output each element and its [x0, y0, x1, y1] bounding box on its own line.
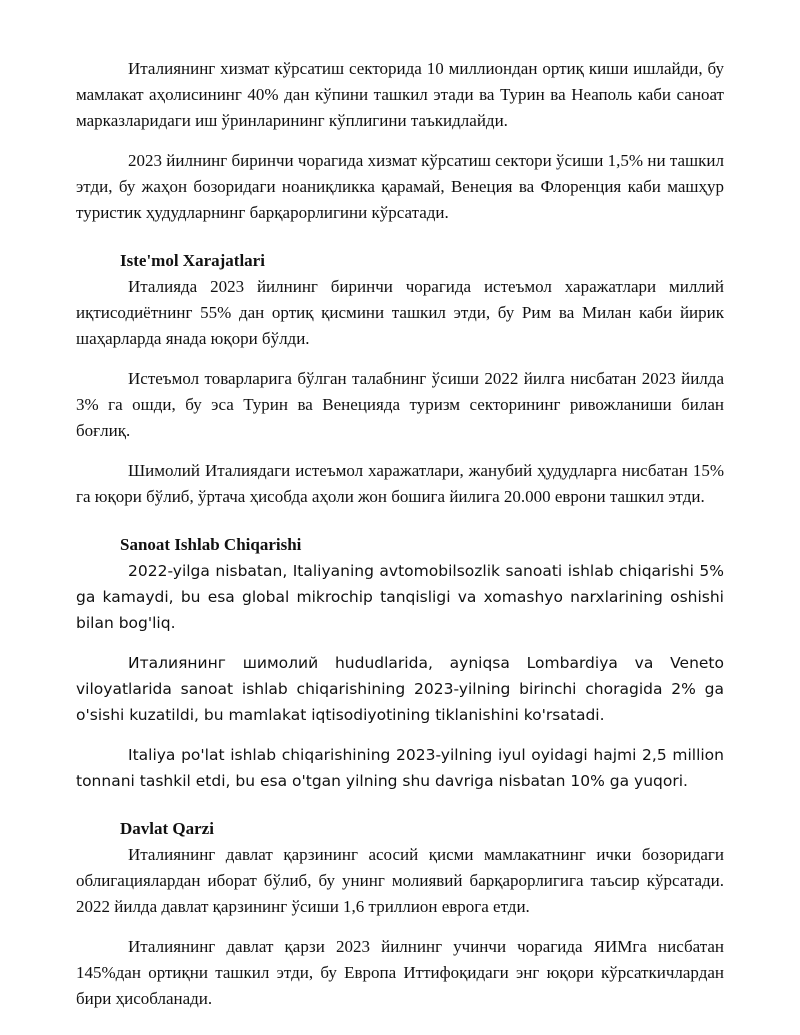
paragraph: Italiya po'lat ishlab chiqarishining 2023-yilning iyul oyidagi hajmi 2,5 million tonnani tashkil etdi, bu esa o'tgan yilning shu davriga nisbatan 10% ga yuqori. [76, 746, 724, 790]
paragraph: Италиянинг давлат қарзи 2023 йилнинг учинчи чорагида ЯИМга нисбатан 145%дан ортиқни ташкил этди, бу Европа Иттифоқидаги энг юқори кўрсаткичлардан бири ҳисобланади. [76, 937, 724, 1008]
section-industrial-production [76, 532, 724, 794]
paragraph: Италиянинг хизмат кўрсатиш секторида 10 миллиондан ортиқ киши ишлайди, бу мамлакат аҳолисининг 40% дан кўпини ташкил этади ва Турин ва Неаполь каби саноат марказларидаги иш ўринларининг кўплигини таъкидлайди. [76, 59, 724, 130]
paragraph: Шимолий Италиядаги истеъмол харажатлари, жанубий ҳудудларга нисбатан 15% га юқори бўлиб, ўртача ҳисобда аҳоли жон бошига йилига 20.000 еврони ташкил этди. [76, 461, 724, 506]
paragraph: 2023 йилнинг биринчи чорагида хизмат кўрсатиш сектори ўсиши 1,5% ни ташкил этди, бу жаҳон бозоридаги ноаниқликка қарамай, Венеция ва Флоренция каби машҳур туристик ҳудудларнинг барқарорлигини кўрсатади. [76, 151, 724, 222]
paragraph: Истеъмол товарларига бўлган талабнинг ўсиши 2022 йилга нисбатан 2023 йилда 3% га ошди, бу эса Турин ва Венецияда туризм секторининг ривожланиши билан боғлиқ. [76, 369, 724, 440]
section-heading: Sanoat Ishlab Chiqarishi [120, 535, 302, 554]
paragraph: Италиянинг шимолий hududlarida, ayniqsa Lombardiya va Veneto viloyatlarida sanoat ishlab chiqarishining 2023-yilning birinchi choragida 2% ga o'sishi kuzatildi, bu mamlakat iqtisodiyotining tiklanishini ko'rsatadi. [76, 654, 724, 724]
paragraph: Италияда 2023 йилнинг биринчи чорагида истеъмол харажатлари миллий иқтисодиётнинг 55% дан ортиқ қисмини ташкил этди, бу Рим ва Милан каби йирик шаҳарларда янада юқори бўлди. [76, 277, 724, 348]
section-consumer-spending [76, 248, 724, 510]
section-public-debt [76, 816, 724, 1012]
section-service-sector [76, 56, 724, 226]
paragraph: 2022-yilga nisbatan, Italiyaning avtomobilsozlik sanoati ishlab chiqarishi 5% ga kamaydi, bu esa global mikrochip tanqisligi va xomashyo narxlarining oshishi bilan bog'liq. [76, 562, 724, 632]
paragraph: Италиянинг давлат қарзининг асосий қисми мамлакатнинг ички бозоридаги облигациялардан иборат бўлиб, бу унинг молиявий барқарорлигига таъсир кўрсатади. 2022 йилда давлат қарзининг ўсиши 1,6 триллион еврога етди. [76, 845, 724, 916]
section-heading: Davlat Qarzi [120, 819, 214, 838]
section-heading: Iste'mol Xarajatlari [120, 251, 265, 270]
